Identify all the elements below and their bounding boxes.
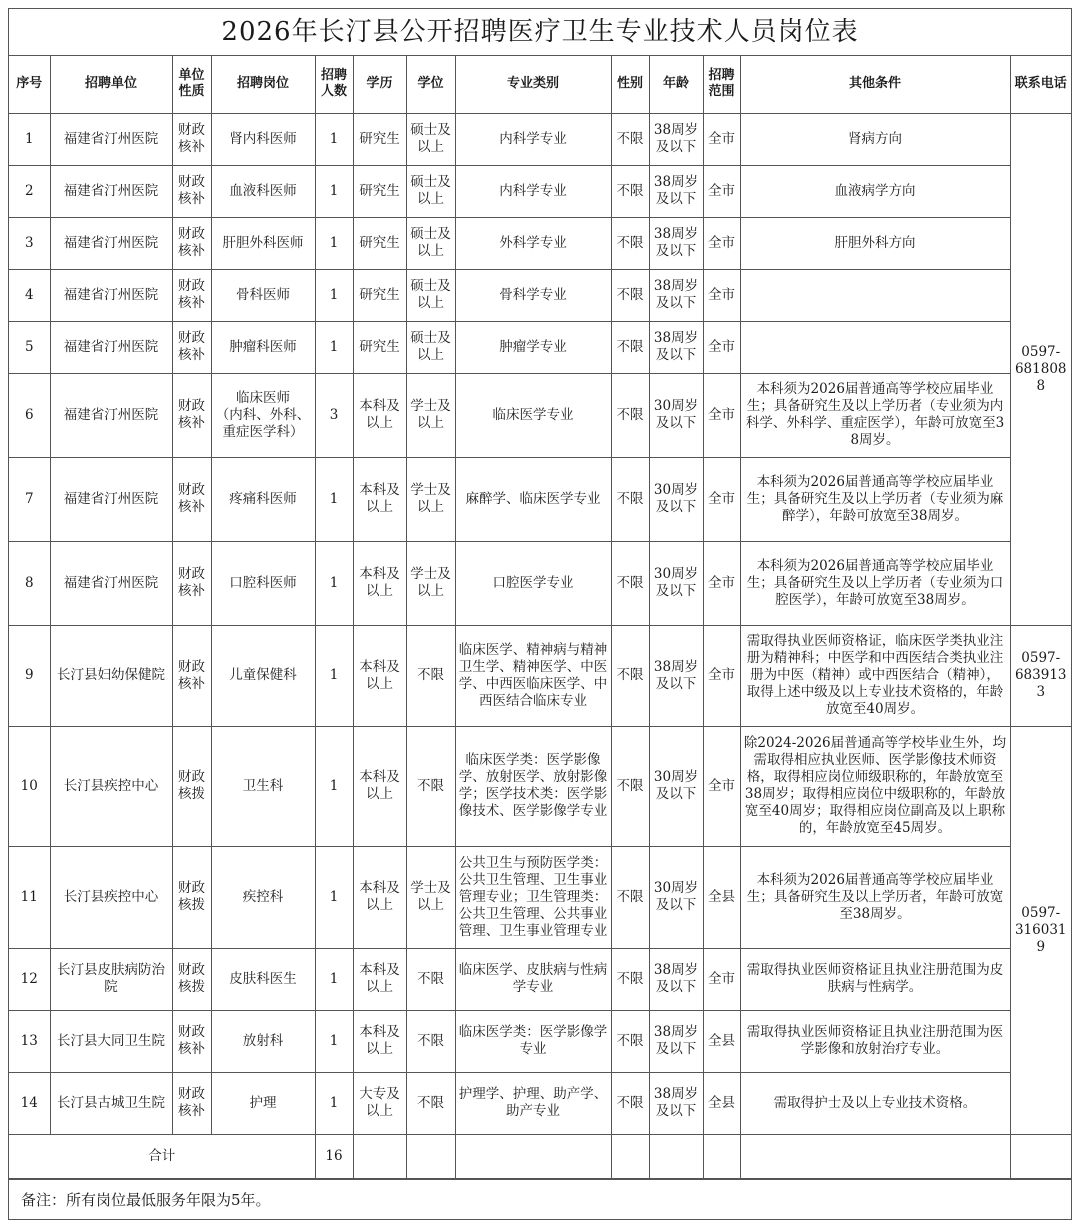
cell-post: 口腔科医师: [211, 541, 315, 625]
table-row: [9, 269, 1071, 321]
cell-gender: 不限: [611, 321, 649, 373]
cell-other: 本科须为2026届普通高等学校应届毕业生；具备研究生及以上学历者（专业须为麻醉学），年龄可放宽至38周岁。: [740, 457, 1010, 541]
cell-scope: 全市: [703, 373, 740, 457]
cell-seq: 13: [9, 1010, 50, 1072]
header-nature: 单位 性质: [172, 56, 211, 113]
cell-other: 本科须为2026届普通高等学校应届毕业生；具备研究生及以上学历者（专业须为口腔医学），年龄可放宽至38周岁。: [740, 541, 1010, 625]
cell-major: 内科学专业: [455, 113, 611, 165]
cell-major: 临床医学类：医学影像学专业: [455, 1010, 611, 1072]
cell-unit: 长汀县疾控中心: [50, 726, 172, 846]
cell-edu: 本科及 以上: [353, 726, 406, 846]
cell-degree: 学士及 以上: [406, 457, 455, 541]
cell-edu: 本科及 以上: [353, 948, 406, 1010]
cell-age: 38周岁 及以下: [649, 113, 703, 165]
cell-seq: 6: [9, 373, 50, 457]
cell-unit: 福建省汀州医院: [50, 165, 172, 217]
cell-major: 麻醉学、临床医学专业: [455, 457, 611, 541]
cell-count: 1: [315, 1010, 353, 1072]
cell-count: 1: [315, 457, 353, 541]
cell-unit: 长汀县大同卫生院: [50, 1010, 172, 1072]
table-row: [9, 846, 1071, 948]
cell-gender: 不限: [611, 1072, 649, 1134]
cell-scope: 全市: [703, 269, 740, 321]
cell-gender: 不限: [611, 165, 649, 217]
header-scope: 招聘 范围: [703, 56, 740, 113]
cell-seq: 11: [9, 846, 50, 948]
cell-major: 临床医学、精神病与精神卫生学、精神医学、中医学、中西医临床医学、中西医结合临床专业: [455, 625, 611, 726]
cell-nature: 财政 核拨: [172, 948, 211, 1010]
cell-gender: 不限: [611, 1010, 649, 1072]
cell-degree: 学士及 以上: [406, 846, 455, 948]
cell-unit: 长汀县皮肤病防治院: [50, 948, 172, 1010]
cell-age: 38周岁 及以下: [649, 217, 703, 269]
cell-seq: 5: [9, 321, 50, 373]
cell-count: 1: [315, 625, 353, 726]
cell-edu: 大专及 以上: [353, 1072, 406, 1134]
cell-other: 需取得执业医师资格证且执业注册范围为医学影像和放射治疗专业。: [740, 1010, 1010, 1072]
cell-age: 38周岁 及以下: [649, 269, 703, 321]
table-row: [9, 625, 1071, 726]
cell-other: 需取得执业医师资格证，临床医学类执业注册为精神科；中医学和中西医结合类执业注册为中医（精神）或中西医结合（精神），取得上述中级及以上专业技术资格的，年龄放宽至40周岁。: [740, 625, 1010, 726]
cell-seq: 3: [9, 217, 50, 269]
cell-gender: 不限: [611, 948, 649, 1010]
cell-edu: 研究生: [353, 217, 406, 269]
table-row: [9, 1072, 1071, 1134]
cell-nature: 财政 核补: [172, 457, 211, 541]
cell-age: 38周岁 及以下: [649, 165, 703, 217]
cell-age: 30周岁 及以下: [649, 726, 703, 846]
cell-edu: 本科及 以上: [353, 1010, 406, 1072]
cell-other: [740, 321, 1010, 373]
cell-other: 本科须为2026届普通高等学校应届毕业生；具备研究生及以上学历者（专业须为内科学、外科学、重症医学），年龄可放宽至38周岁。: [740, 373, 1010, 457]
cell-scope: 全县: [703, 1010, 740, 1072]
cell-nature: 财政 核补: [172, 373, 211, 457]
cell-unit: 福建省汀州医院: [50, 541, 172, 625]
header-unit: 招聘单位: [50, 56, 172, 113]
cell-other: 需取得执业医师资格证且执业注册范围为皮肤病与性病学。: [740, 948, 1010, 1010]
cell-gender: 不限: [611, 625, 649, 726]
cell-age: 38周岁 及以下: [649, 625, 703, 726]
cell-age: 38周岁 及以下: [649, 1010, 703, 1072]
cell-degree: 学士及 以上: [406, 541, 455, 625]
cell-unit: 长汀县妇幼保健院: [50, 625, 172, 726]
recruitment-table-page: [8, 8, 1072, 1220]
cell-scope: 全市: [703, 625, 740, 726]
cell-post: 血液科医师: [211, 165, 315, 217]
cell-post: 疼痛科医师: [211, 457, 315, 541]
cell-other: 本科须为2026届普通高等学校应届毕业生；具备研究生及以上学历者，年龄可放宽至38周岁。: [740, 846, 1010, 948]
cell-major: 临床医学类：医学影像学、放射医学、放射影像学；医学技术类：医学影像技术、医学影像学专业: [455, 726, 611, 846]
cell-edu: 研究生: [353, 269, 406, 321]
cell-gender: 不限: [611, 373, 649, 457]
cell-count: 1: [315, 948, 353, 1010]
cell-scope: 全市: [703, 948, 740, 1010]
table-row: [9, 541, 1071, 625]
cell-other: 除2024-2026届普通高等学校毕业生外，均需取得相应执业医师、医学影像技术师资格，取得相应岗位师级职称的，年龄放宽至38周岁；取得相应岗位中级职称的，年龄放宽至40周岁；取得相应岗位副高及以上职称的，年龄放宽至45周岁。: [740, 726, 1010, 846]
cell-other: 血液病学方向: [740, 165, 1010, 217]
cell-gender: 不限: [611, 726, 649, 846]
header-major: 专业类别: [455, 56, 611, 113]
cell-edu: 本科及 以上: [353, 541, 406, 625]
cell-nature: 财政 核补: [172, 217, 211, 269]
cell-edu: 研究生: [353, 321, 406, 373]
cell-unit: 长汀县疾控中心: [50, 846, 172, 948]
cell-scope: 全市: [703, 541, 740, 625]
cell-degree: 不限: [406, 726, 455, 846]
cell-degree: 硕士及 以上: [406, 113, 455, 165]
cell-nature: 财政 核补: [172, 321, 211, 373]
header-age: 年龄: [649, 56, 703, 113]
cell-nature: 财政 核补: [172, 269, 211, 321]
cell-scope: 全市: [703, 726, 740, 846]
total-empty-cell: [455, 1134, 611, 1178]
cell-post: 疾控科: [211, 846, 315, 948]
cell-degree: 硕士及 以上: [406, 321, 455, 373]
cell-major: 公共卫生与预防医学类：公共卫生管理、卫生事业管理专业；卫生管理类：公共卫生管理、公共事业管理、卫生事业管理专业: [455, 846, 611, 948]
cell-count: 1: [315, 217, 353, 269]
cell-major: 内科学专业: [455, 165, 611, 217]
cell-scope: 全市: [703, 217, 740, 269]
cell-nature: 财政 核补: [172, 541, 211, 625]
cell-degree: 不限: [406, 1010, 455, 1072]
cell-nature: 财政 核补: [172, 1072, 211, 1134]
table-row: [9, 1010, 1071, 1072]
cell-post: 骨科医师: [211, 269, 315, 321]
cell-degree: 不限: [406, 625, 455, 726]
cell-seq: 4: [9, 269, 50, 321]
cell-unit: 福建省汀州医院: [50, 113, 172, 165]
cell-post: 肝胆外科医师: [211, 217, 315, 269]
cell-seq: 1: [9, 113, 50, 165]
cell-scope: 全市: [703, 321, 740, 373]
total-empty-cell: [353, 1134, 406, 1178]
total-empty-cell: [406, 1134, 455, 1178]
cell-count: 1: [315, 321, 353, 373]
cell-edu: 研究生: [353, 165, 406, 217]
cell-nature: 财政 核补: [172, 113, 211, 165]
table-row: [9, 165, 1071, 217]
cell-unit: 福建省汀州医院: [50, 373, 172, 457]
cell-count: 1: [315, 113, 353, 165]
cell-degree: 硕士及 以上: [406, 269, 455, 321]
cell-post: 儿童保健科: [211, 625, 315, 726]
header-edu: 学历: [353, 56, 406, 113]
table-row: [9, 457, 1071, 541]
cell-count: 3: [315, 373, 353, 457]
cell-count: 1: [315, 541, 353, 625]
total-empty-cell: [1010, 1134, 1071, 1178]
page-title: 2026年长汀县公开招聘医疗卫生专业技术人员岗位表: [9, 9, 1071, 56]
cell-gender: 不限: [611, 113, 649, 165]
cell-gender: 不限: [611, 457, 649, 541]
total-empty-cell: [703, 1134, 740, 1178]
cell-other: 肾病方向: [740, 113, 1010, 165]
total-count: 16: [315, 1134, 353, 1178]
cell-age: 30周岁 及以下: [649, 373, 703, 457]
cell-other: [740, 269, 1010, 321]
cell-nature: 财政 核补: [172, 165, 211, 217]
cell-post: 护理: [211, 1072, 315, 1134]
cell-count: 1: [315, 846, 353, 948]
cell-gender: 不限: [611, 846, 649, 948]
cell-gender: 不限: [611, 269, 649, 321]
header-other: 其他条件: [740, 56, 1010, 113]
cell-degree: 学士及 以上: [406, 373, 455, 457]
cell-major: 护理学、护理、助产学、助产专业: [455, 1072, 611, 1134]
cell-age: 38周岁 及以下: [649, 1072, 703, 1134]
cell-age: 38周岁 及以下: [649, 321, 703, 373]
cell-age: 30周岁 及以下: [649, 846, 703, 948]
cell-major: 外科学专业: [455, 217, 611, 269]
header-phone: 联系电话: [1010, 56, 1071, 113]
cell-seq: 10: [9, 726, 50, 846]
cell-gender: 不限: [611, 217, 649, 269]
cell-seq: 14: [9, 1072, 50, 1134]
cell-unit: 福建省汀州医院: [50, 217, 172, 269]
cell-unit: 福建省汀州医院: [50, 457, 172, 541]
cell-degree: 不限: [406, 1072, 455, 1134]
cell-post: 肿瘤科医师: [211, 321, 315, 373]
cell-major: 临床医学专业: [455, 373, 611, 457]
table-row: [9, 321, 1071, 373]
cell-age: 30周岁 及以下: [649, 457, 703, 541]
cell-major: 临床医学、皮肤病与性病学专业: [455, 948, 611, 1010]
cell-nature: 财政 核拨: [172, 726, 211, 846]
cell-post: 放射科: [211, 1010, 315, 1072]
cell-seq: 2: [9, 165, 50, 217]
header-seq: 序号: [9, 56, 50, 113]
cell-post: 临床医师 （内科、外科、 重症医学科）: [211, 373, 315, 457]
total-empty-cell: [611, 1134, 649, 1178]
cell-count: 1: [315, 269, 353, 321]
total-empty-cell: [740, 1134, 1010, 1178]
cell-count: 1: [315, 726, 353, 846]
cell-nature: 财政 核补: [172, 1010, 211, 1072]
table-row: [9, 726, 1071, 846]
cell-scope: 全市: [703, 165, 740, 217]
cell-degree: 硕士及 以上: [406, 217, 455, 269]
table-row: [9, 948, 1071, 1010]
table-row: [9, 373, 1071, 457]
cell-other: 需取得护士及以上专业技术资格。: [740, 1072, 1010, 1134]
cell-nature: 财政 核补: [172, 625, 211, 726]
header-gender: 性别: [611, 56, 649, 113]
cell-age: 38周岁 及以下: [649, 948, 703, 1010]
header-post: 招聘岗位: [211, 56, 315, 113]
cell-degree: 硕士及 以上: [406, 165, 455, 217]
cell-age: 30周岁 及以下: [649, 541, 703, 625]
cell-nature: 财政 核拨: [172, 846, 211, 948]
cell-major: 口腔医学专业: [455, 541, 611, 625]
cell-degree: 不限: [406, 948, 455, 1010]
cell-scope: 全县: [703, 1072, 740, 1134]
cell-seq: 12: [9, 948, 50, 1010]
cell-unit: 福建省汀州医院: [50, 269, 172, 321]
cell-post: 肾内科医师: [211, 113, 315, 165]
footnote: 备注：所有岗位最低服务年限为5年。: [9, 1179, 1071, 1220]
cell-post: 卫生科: [211, 726, 315, 846]
cell-count: 1: [315, 1072, 353, 1134]
table-row: [9, 113, 1071, 165]
cell-scope: 全市: [703, 113, 740, 165]
cell-gender: 不限: [611, 541, 649, 625]
cell-major: 骨科学专业: [455, 269, 611, 321]
cell-phone: 0597- 3160319: [1010, 726, 1071, 1134]
header-degree: 学位: [406, 56, 455, 113]
cell-edu: 本科及 以上: [353, 846, 406, 948]
cell-scope: 全县: [703, 846, 740, 948]
cell-phone: 0597- 6818088: [1010, 113, 1071, 625]
cell-major: 肿瘤学专业: [455, 321, 611, 373]
header-row: [9, 56, 1071, 113]
cell-unit: 福建省汀州医院: [50, 321, 172, 373]
position-table: [9, 56, 1071, 1179]
cell-unit: 长汀县古城卫生院: [50, 1072, 172, 1134]
cell-post: 皮肤科医生: [211, 948, 315, 1010]
cell-edu: 本科及 以上: [353, 457, 406, 541]
total-row: [9, 1134, 1071, 1178]
cell-phone: 0597- 6839133: [1010, 625, 1071, 726]
cell-other: 肝胆外科方向: [740, 217, 1010, 269]
cell-seq: 8: [9, 541, 50, 625]
cell-seq: 9: [9, 625, 50, 726]
table-body: [9, 113, 1071, 1178]
cell-edu: 本科及 以上: [353, 373, 406, 457]
cell-seq: 7: [9, 457, 50, 541]
total-empty-cell: [649, 1134, 703, 1178]
header-count: 招聘 人数: [315, 56, 353, 113]
cell-count: 1: [315, 165, 353, 217]
cell-edu: 本科及 以上: [353, 625, 406, 726]
table-row: [9, 217, 1071, 269]
cell-scope: 全市: [703, 457, 740, 541]
cell-edu: 研究生: [353, 113, 406, 165]
total-label: 合计: [9, 1134, 315, 1178]
